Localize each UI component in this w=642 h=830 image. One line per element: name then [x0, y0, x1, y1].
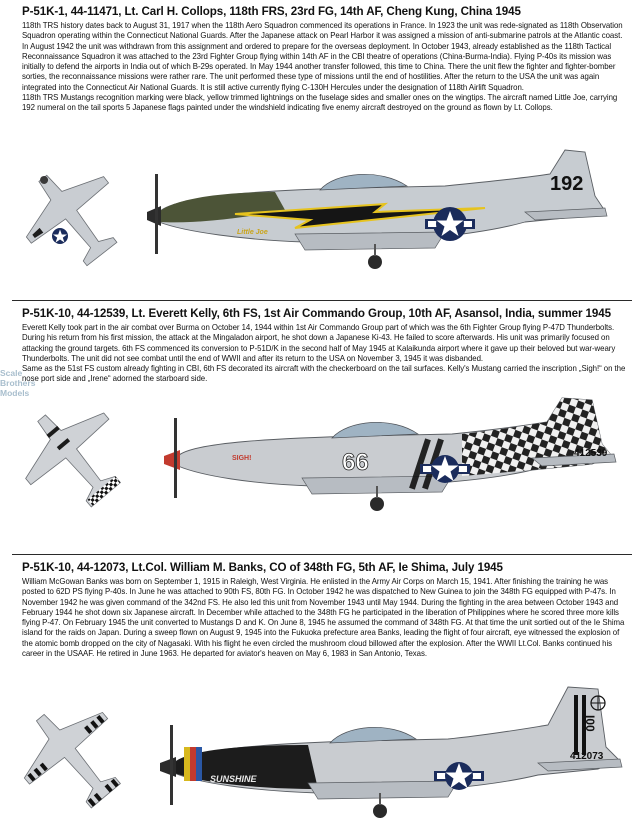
profile-section-kelly [0, 303, 642, 553]
serial-number: 412073 [570, 751, 604, 762]
section-divider [12, 300, 632, 301]
nose-art-label: SUNSHINE [210, 774, 257, 784]
tail-code: I00 [583, 715, 597, 732]
section-description [22, 323, 626, 385]
aircraft-profile-collops [145, 152, 615, 270]
aircraft-profile-kelly [162, 398, 622, 513]
aircraft-planview-banks [18, 697, 133, 822]
section-title: P-51K-10, 44-12073, Lt.Col. William M. Banks, CO of 348th FG, 5th AF, Ie Shima, July 1945 [22, 561, 503, 574]
serial-number: 412539 [574, 448, 608, 459]
watermark-logo [0, 368, 44, 398]
profile-section-banks [0, 557, 642, 830]
profile-section-collops [0, 0, 642, 300]
aircraft-planview-collops [18, 160, 128, 275]
nose-art-label: SIGH! [232, 455, 252, 462]
aircraft-profile-banks [158, 685, 628, 820]
section-divider [12, 554, 632, 555]
description-paragraph: Same as the 51st FS custom already fighting in CBI, 6th FS decorated its aircraft with the checkerboard on the tail surfaces. Kelly's Mustang carried the inscription „Sigh!“ on the nose port side and „Irene“ adorned the starboard side. [22, 364, 626, 384]
nose-art-label: Little Joe [237, 229, 268, 236]
tail-code: 192 [550, 173, 584, 195]
description-paragraph: 118th TRS Mustangs recognition marking were black, yellow trimmed lightnings on the fuselage sides and smaller ones on the wingtips. The aircraft named Little Joe, carrying 192 numeral on the tail sports 5 Japanese flags painted under the windshield indicating five enemy aircraft destroyed on the ground as flown by Lt. Collops. [22, 92, 618, 112]
section-title: P-51K-1, 44-11471, Lt. Carl H. Collops, 118th FRS, 23rd FG, 14th AF, Cheng Kung, China 1945 [22, 5, 521, 18]
description-paragraph: Everett Kelly took part in the air combat over Burma on October 14, 1944 within 1st Air Commando Group part of which was the 6th Fighter Group flying P-47D Thunderbolts. During his return from his first mission, the attack at the Mingaladon airport, he shot down a Japanese Ki-43. He failed to score afterwards. His unit was primarily focused on attacking the ground targets. 6th FS commenced its conversion to P-51D/K in the second half of May 1945 at Kalaikunda airport where it gave up their beloved but war-weary Thunderbolts. The unit did not see combat until the end of WWII and after its return to the USA on November 3, 1945 it was disbanded. [22, 323, 616, 363]
watermark-line: Models [0, 388, 30, 398]
section-description [22, 21, 626, 113]
aircraft-planview-kelly [18, 398, 133, 518]
section-title: P-51K-10, 44-12539, Lt. Everett Kelly, 6th FS, 1st Air Commando Group, 10th AF, Asansol, India, summer 1945 [22, 307, 611, 320]
description-paragraph: William McGowan Banks was born on September 1, 1915 in Raleigh, West Virginia. He enlisted in the Army Air Corps on March 15, 1941. After finishing the training he was posted to 62D PS flying P-40s. In June he was attached to 90th FS, 80th FG. In October 1942 he was dispatched to New Guinea to join the 348th FG equipped with P-47s. In November 1942 he was given command of the 342nd FS. He also led this unit from November 1943 until May 1944. During the fighting in the area between October 1943 and February 1944 he shot down six Japanese aircraft. In December while attached to the 348th FG he participated in the liberation of Philippines where he scored three more kills flying P-47. On February 1945 the unit converted to Mustangs D and K. On June 8, 1945 he assumed the command of 348th FG. At that time the unit sortied out of the Ie Shima island for the raids on Japan. During a sweep flown on August 9, 1945 into the Fukuoka prefecture area Banks, leading the flight of four aircraft, eye witnessed the explosion of the atomic bomb dropped on the city of Nagasaki. With his flight he even circled the mushroom cloud billowed after the explosion. After the WWII Lt.Col. Banks continued his career in the USAAF. He retired in June 1963. He departed for aviator's heaven on May 6, 1983 in San Antonio, Texas. [22, 577, 625, 658]
watermark-line: Scale [0, 368, 23, 378]
fuselage-code: 66 [342, 449, 369, 476]
section-description [22, 577, 626, 659]
description-paragraph: 118th TRS history dates back to August 31, 1917 when the 118th Aero Squadron commenced its operations in France. In 1923 the unit was rede-signated as 118th Observation Squadron operating within the Connecticut National Guards. After the Japanese attack on Pearl Harbor it was assigned a mission of anti-submarine patrols at the Atlantic coast. In August 1942 the unit was withdrawn from this assignment and ordered to prepare for the overseas deployment. In October 1943, already established as the 118th Tactical Reconnaissance Squadron it was attached to the 23rd Fighter Group flying within 14th AF in the CBI theatre of operations (China-Burma-India). Flying P-40s its mission was initially to defend the airports in India out of which B-29s operated. In May 1944 another transfer followed, this time to China. There the unit flew the fighter and fighter-bomber sorties, the reconnaissance missions were rather rare. The unit performed these type of missions until the end of hostilities. After the return to the USA the unit was again integrated into the Connecticut Air National Guards. It is still active currently flying C-130H Hercules under the designation of 118th Airlift Squadron. [22, 21, 623, 92]
watermark-line: Brothers [0, 378, 36, 388]
